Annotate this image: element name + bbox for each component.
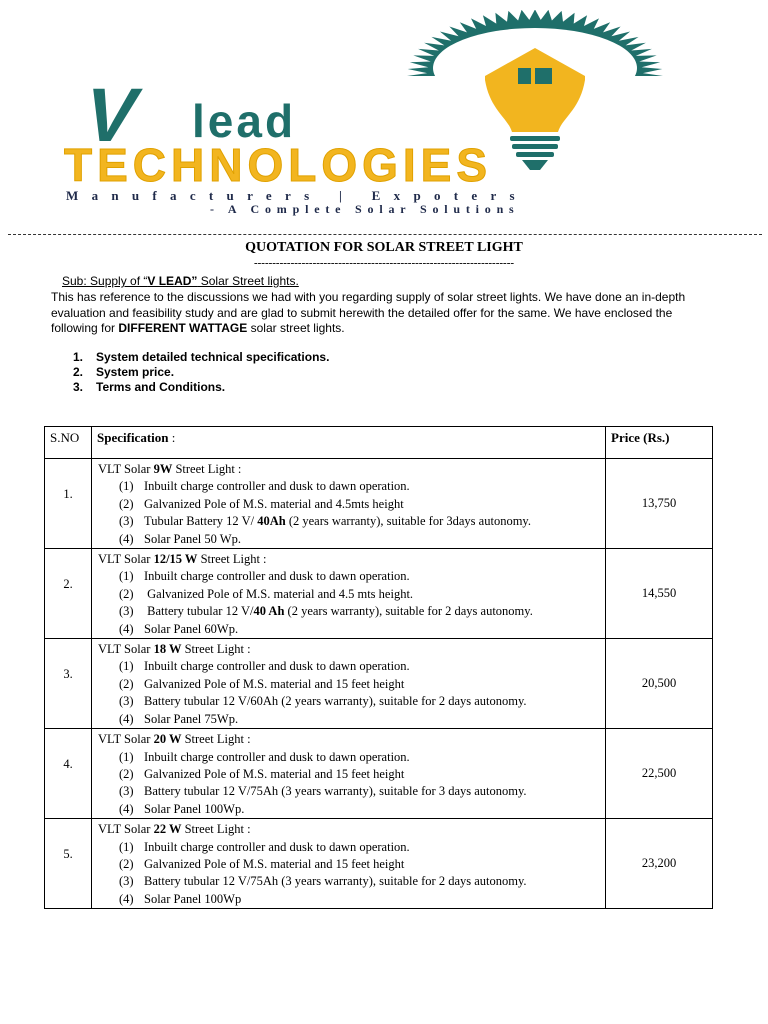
list-item <box>73 350 329 365</box>
cell-sno: 5. <box>45 819 92 909</box>
brand-manufacturers-line: Manufacturers | Expoters <box>66 188 528 203</box>
spec-item: (2) Galvanized Pole of M.S. material and 4.5mts height <box>119 496 404 511</box>
intro-paragraph <box>51 290 711 337</box>
page-title: QUOTATION FOR SOLAR STREET LIGHT <box>245 240 523 255</box>
cell-specification <box>92 459 606 549</box>
table-row <box>45 819 713 909</box>
spec-item: (1) Inbuilt charge controller and dusk to dawn operation. <box>119 749 410 764</box>
spec-item: (3) Battery tubular 12 V/40 Ah (2 years warranty), suitable for 2 days autonomy. <box>119 604 533 619</box>
cell-price: 23,200 <box>606 819 713 909</box>
table-row <box>45 549 713 639</box>
spec-title: VLT Solar 18 W Street Light : <box>98 642 251 657</box>
cell-sno: 4. <box>45 729 92 819</box>
cell-sno: 2. <box>45 549 92 639</box>
header-sno: S.NO <box>45 427 92 459</box>
subject-suffix: Solar Street lights. <box>197 274 299 288</box>
list-number: 2. <box>73 365 84 379</box>
subject-line <box>62 274 299 288</box>
spec-item: (3) Tubular Battery 12 V/ 40Ah (2 years warranty), suitable for 3days autonomy. <box>119 514 531 529</box>
spec-item: (3) Battery tubular 12 V/75Ah (3 years warranty), suitable for 2 days autonomy. <box>119 874 527 889</box>
intro-bold: DIFFERENT WATTAGE <box>118 321 248 335</box>
spec-item: (1) Inbuilt charge controller and dusk to dawn operation. <box>119 839 410 854</box>
spec-item: (2) Galvanized Pole of M.S. material and 15 feet height <box>119 856 405 871</box>
list-item <box>73 380 329 395</box>
quotation-table <box>44 426 713 909</box>
spec-item: (4) Solar Panel 50 Wp. <box>119 531 241 546</box>
spec-title: VLT Solar 20 W Street Light : <box>98 732 251 747</box>
spec-item: (4) Solar Panel 75Wp. <box>119 711 239 726</box>
cell-price: 22,500 <box>606 729 713 819</box>
spec-item: (2) Galvanized Pole of M.S. material and 15 feet height <box>119 766 405 781</box>
spec-item: (1) Inbuilt charge controller and dusk to dawn operation. <box>119 569 410 584</box>
spec-item: (1) Inbuilt charge controller and dusk to dawn operation. <box>119 659 410 674</box>
spec-item: (2) Galvanized Pole of M.S. material and 4.5 mts height. <box>119 586 414 601</box>
cell-sno: 3. <box>45 639 92 729</box>
cell-sno: 1. <box>45 459 92 549</box>
list-text: System detailed technical specifications. <box>96 350 330 364</box>
cell-price: 20,500 <box>606 639 713 729</box>
cell-specification <box>92 819 606 909</box>
enclosure-list <box>73 350 329 395</box>
company-logo <box>60 10 680 215</box>
header-price: Price (Rs.) <box>606 427 713 459</box>
spec-item: (3) Battery tubular 12 V/60Ah (2 years warranty), suitable for 2 days autonomy. <box>119 694 527 709</box>
spec-title: VLT Solar 12/15 W Street Light : <box>98 552 267 567</box>
cell-price: 13,750 <box>606 459 713 549</box>
table-row <box>45 729 713 819</box>
spec-item: (4) Solar Panel 60Wp. <box>119 621 239 636</box>
subject-prefix: Sub: Supply of “ <box>62 274 148 288</box>
list-text: Terms and Conditions. <box>96 380 226 394</box>
brand-tagline: - A Complete Solar Solutions <box>210 202 520 216</box>
cell-specification <box>92 549 606 639</box>
header-specification: Specification : <box>92 427 606 459</box>
brand-letter-v: V <box>75 73 146 158</box>
table-row <box>45 639 713 729</box>
table-header-row <box>45 427 713 459</box>
spec-item: (4) Solar Panel 100Wp <box>119 891 242 906</box>
intro-text-1: This has reference to the discussions we had with you regarding supply of solar street lights. We have done an in-depth evaluation and feasibility study and are glad to submit herewith the detailed offer for the same. We have enclosed the following for <box>51 290 686 335</box>
cell-specification <box>92 639 606 729</box>
brand-word-technologies: TECHNOLOGIES <box>64 139 493 191</box>
cell-price: 14,550 <box>606 549 713 639</box>
cell-specification <box>92 729 606 819</box>
spec-title: VLT Solar 9W Street Light : <box>98 462 242 476</box>
header-divider <box>8 234 762 235</box>
spec-item: (2) Galvanized Pole of M.S. material and 15 feet height <box>119 676 405 691</box>
subject-brand: V LEAD” <box>147 274 198 288</box>
title-underline: ----------------------------------------------------------------------- <box>253 257 515 269</box>
list-number: 3. <box>73 380 84 394</box>
brand-word-lead: lead <box>192 95 297 147</box>
list-item <box>73 365 329 380</box>
spec-item: (1) Inbuilt charge controller and dusk to dawn operation. <box>119 479 410 494</box>
table-row <box>45 459 713 549</box>
spec-title: VLT Solar 22 W Street Light : <box>98 822 251 837</box>
intro-text-2: solar street lights. <box>247 321 345 335</box>
spec-item: (4) Solar Panel 100Wp. <box>119 801 245 816</box>
list-number: 1. <box>73 350 84 364</box>
spec-item: (3) Battery tubular 12 V/75Ah (3 years warranty), suitable for 3 days autonomy. <box>119 784 527 799</box>
list-text: System price. <box>96 365 175 379</box>
